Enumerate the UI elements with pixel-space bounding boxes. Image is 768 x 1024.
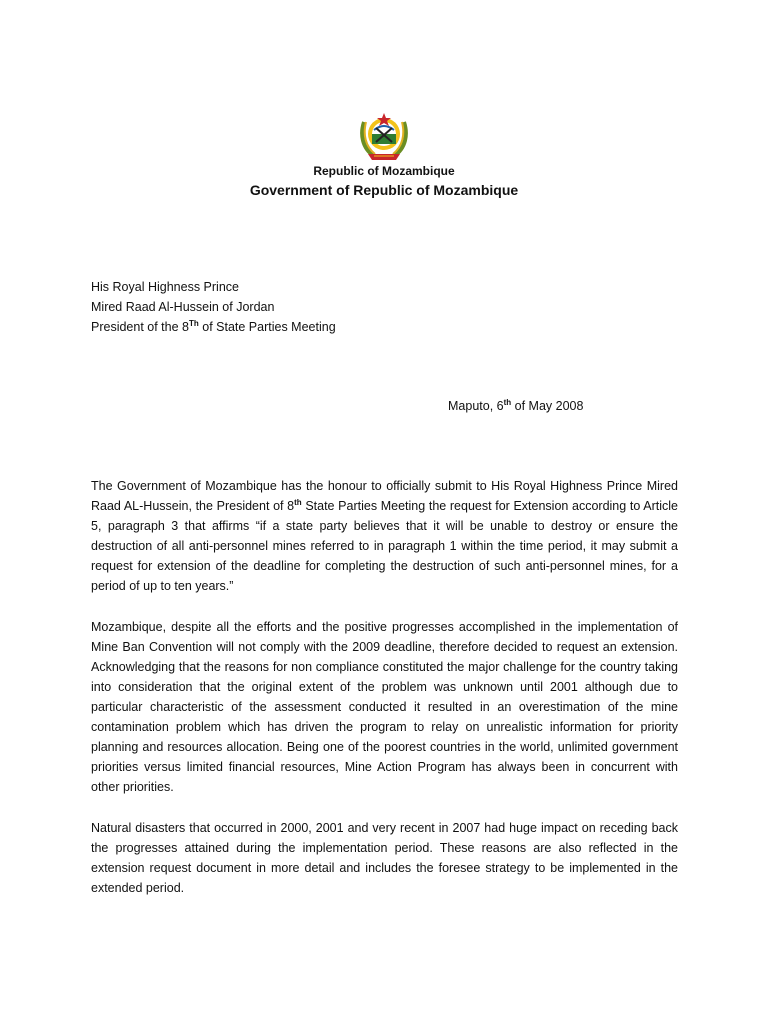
- p2-text: Mozambique, despite all the efforts and the positive progresses accomplished in the implementation of Mine Ban Convention will not comply with the 2009 deadline, therefore decided to request an extension. Acknowledging that the reasons for non compliance constituted the major challenge for the country taking into consideration that the original extent of the problem was unknown until 2001 although due to particular characteristic of the assessment conducted it resulted in an overestimation of the mine contamination problem which has driven the program to relay on unrealistic information for priority planning and resources allocation. Being one of the poorest countries in the world, unlimited government priorities versus limited financial resources, Mine Action Program has always been in concurrent with other priorities.: [91, 620, 678, 794]
- date-pre: Maputo, 6: [448, 399, 504, 413]
- header-government: Government of Republic of Mozambique: [249, 182, 519, 198]
- header-country: Republic of Mozambique: [313, 164, 455, 178]
- date-post: of May 2008: [511, 399, 584, 413]
- body-paragraph-1: [91, 476, 678, 596]
- date-ordinal: th: [503, 397, 512, 407]
- p1-text-b: State Parties Meeting the request for Extension according to Article 5, paragraph 3 that affirms “if a state party believes that it will be unable to destroy or ensure the destruction of all anti-personnel mines referred to in paragraph 1 within the time period, it may submit a request for extension of the deadline for completing the destruction of such anti-personnel mines, for a period of up to ten years.”: [91, 499, 678, 593]
- addressee-line-3-pre: President of the 8: [91, 320, 189, 334]
- p3-text: Natural disasters that occurred in 2000, 2001 and very recent in 2007 had huge impact on receding back the progresses attained during the implementation period. These reasons are also reflected in the extension request document in more detail and includes the foresee strategy to be implemented in the extended period.: [91, 821, 678, 895]
- mozambique-coat-of-arms-icon: [356, 108, 412, 164]
- letter-date: [448, 398, 583, 414]
- p1-text-a: The Government of Mozambique has the honour to officially submit to His Royal Highness Prince Mired Raad AL-Hussein, the President of 8: [91, 479, 678, 513]
- addressee-line-2: Mired Raad Al-Hussein of Jordan: [91, 300, 275, 314]
- addressee-line-3: [91, 319, 336, 335]
- addressee-ordinal: Th: [188, 318, 199, 328]
- addressee-line-3-post: of State Parties Meeting: [198, 320, 336, 334]
- addressee-line-1: His Royal Highness Prince: [91, 280, 239, 294]
- body-paragraph-2: [91, 617, 678, 797]
- body-paragraph-3: [91, 818, 678, 898]
- p1-ordinal: th: [294, 497, 302, 507]
